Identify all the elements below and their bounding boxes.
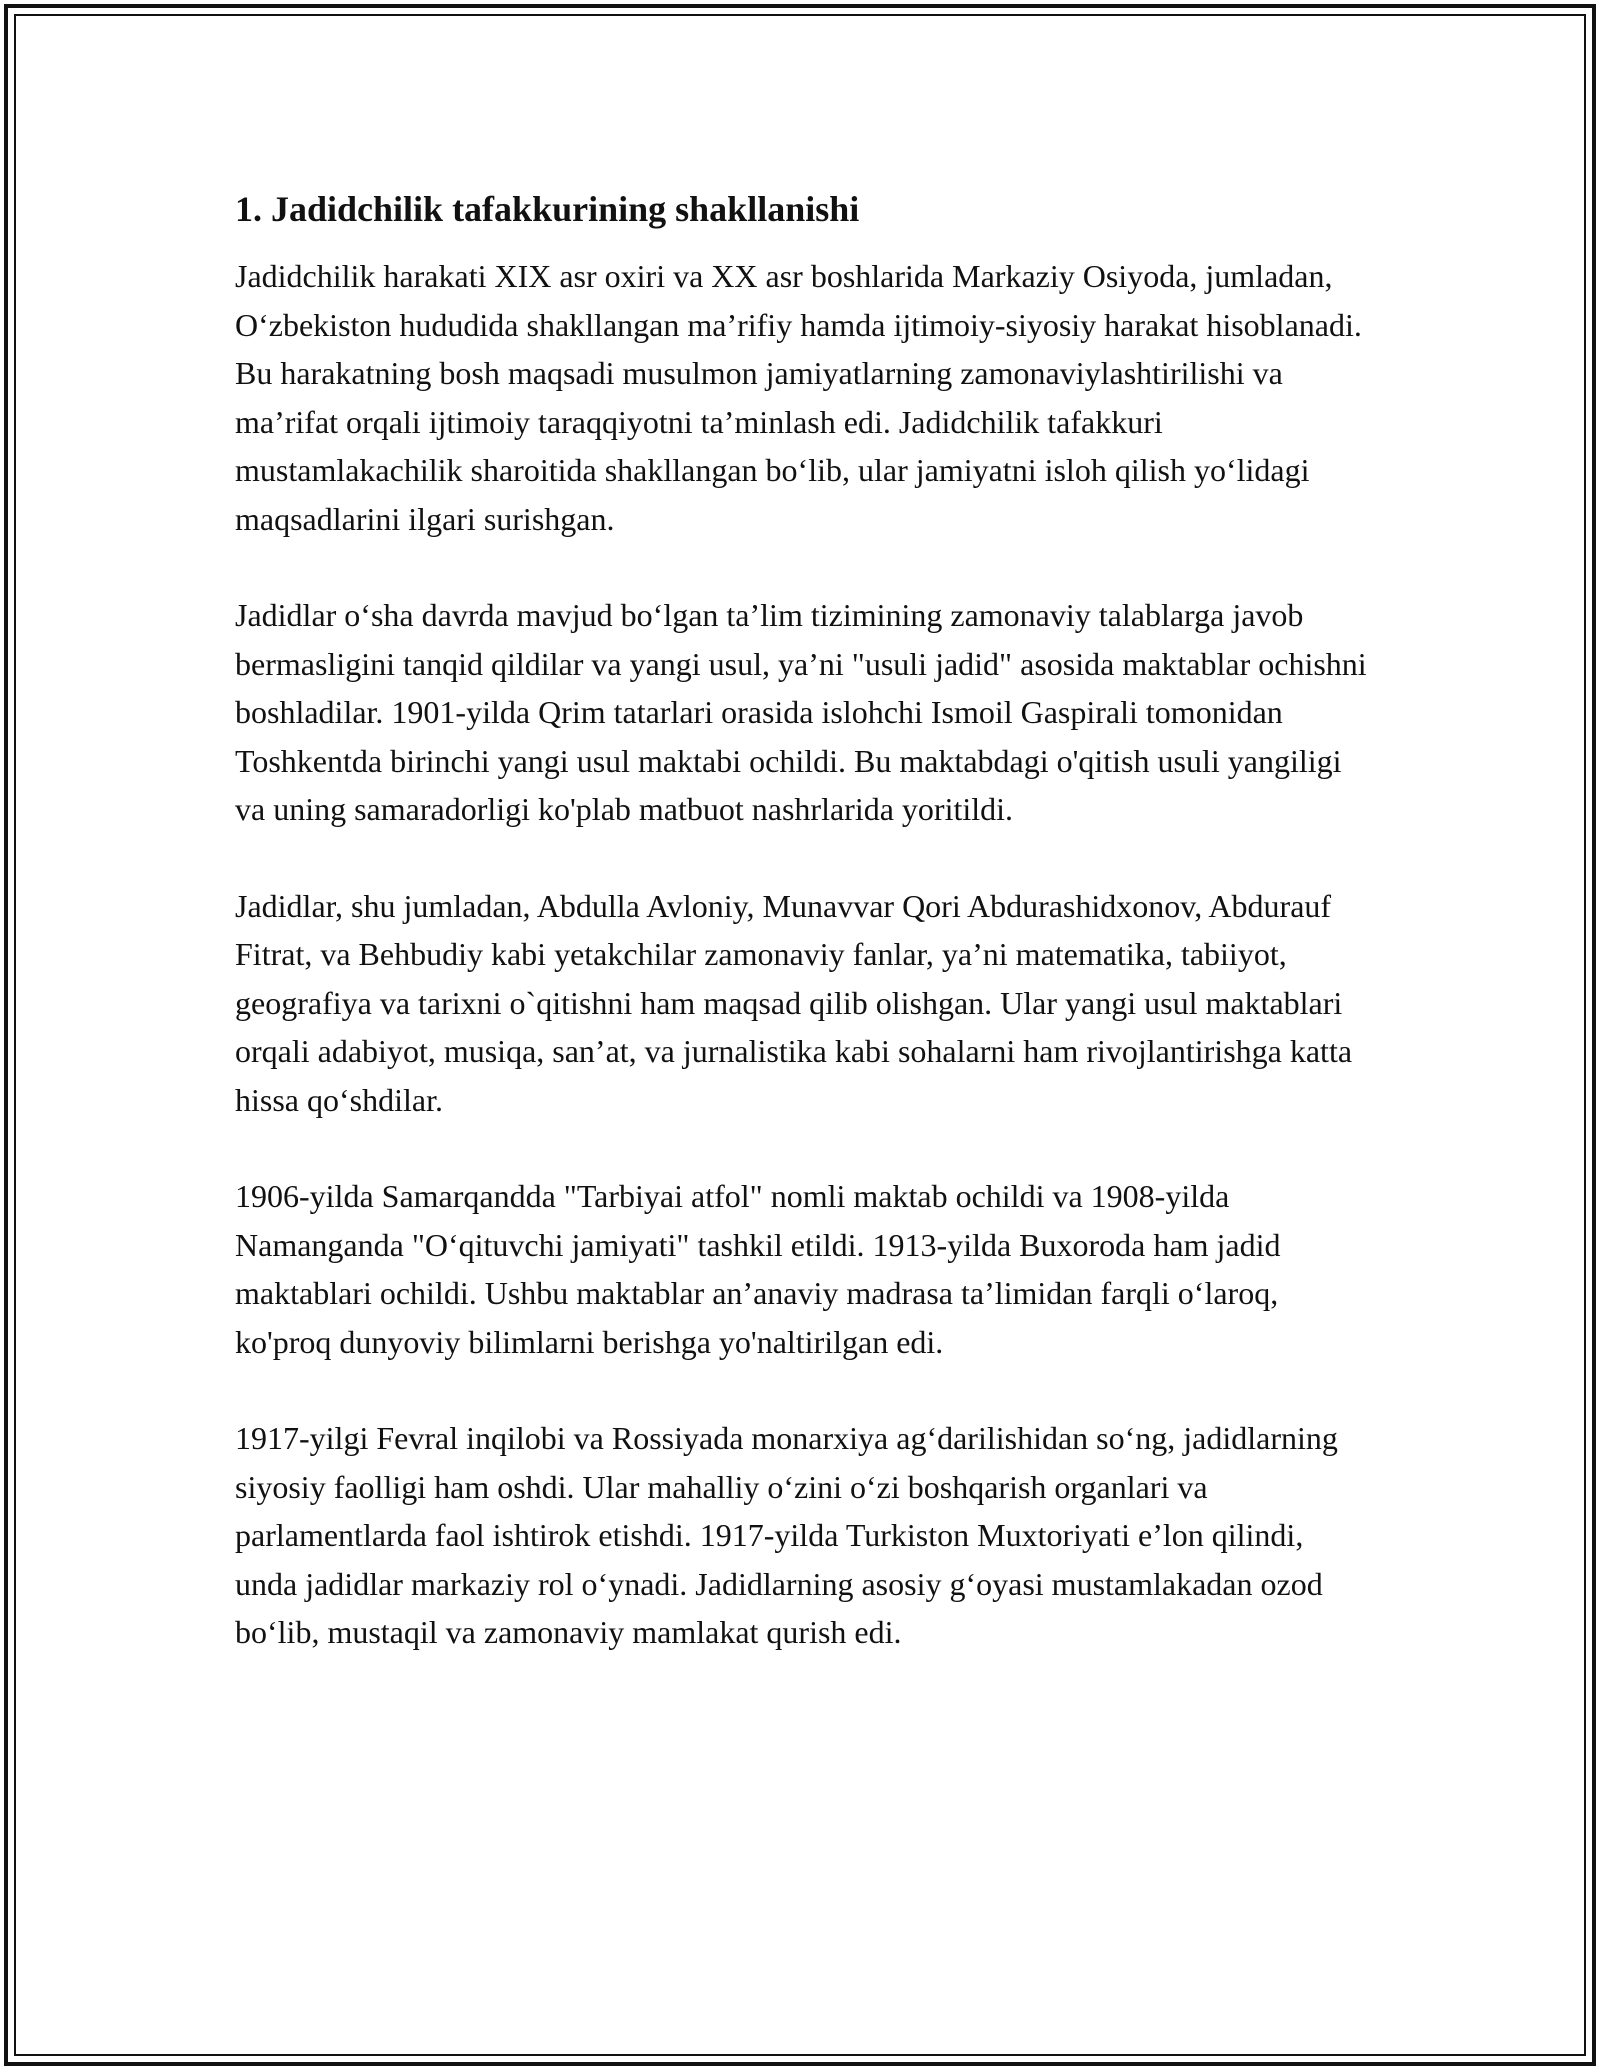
paragraph-1: Jadidchilik harakati XIX asr oxiri va XX asr boshlarida Markaziy Osiyoda, jumladan, O‘zbekiston hududida shakllangan ma’rifiy hamda ijtimoiy-siyosiy harakat hisoblanadi. Bu harakatning bosh maqsadi musulmon jamiyatlarning zamonaviylashtirilishi va ma’rifat orqali ijtimoiy taraqqiyotni ta’minlash edi. Jadidchilik tafakkuri mustamlakachilik sharoitida shakllangan bo‘lib, ular jamiyatni isloh qilish yo‘lidagi maqsadlarini ilgari surishgan.: [235, 258, 1362, 537]
document-body: [235, 186, 1370, 1657]
paragraph-2: Jadidlar o‘sha davrda mavjud bo‘lgan ta’lim tizimining zamonaviy talablarga javob bermasligini tanqid qildilar va yangi usul, ya’ni "usuli jadid" asosida maktablar ochishni boshladilar. 1901-yilda Qrim tatarlari orasida islohchi Ismoil Gaspirali tomonidan Toshkentda birinchi yangi usul maktabi ochildi. Bu maktabdagi o'qitish usuli yangiligi va uning samaradorligi ko'plab matbuot nashrlarida yoritildi.: [235, 597, 1367, 827]
paragraph-4: 1906-yilda Samarqandda "Tarbiyai atfol" nomli maktab ochildi va 1908-yilda Namanganda "O‘qituvchi jamiyati" tashkil etildi. 1913-yilda Buxoroda ham jadid maktablari ochildi. Ushbu maktablar an’anaviy madrasa ta’limidan farqli o‘laroq, ko'proq dunyoviy bilimlarni berishga yo'naltirilgan edi.: [235, 1178, 1281, 1360]
section-heading: 1. Jadidchilik tafakkurining shakllanishi: [235, 189, 860, 229]
paragraph-5: 1917-yilgi Fevral inqilobi va Rossiyada monarxiya ag‘darilishidan so‘ng, jadidlarning siyosiy faolligi ham oshdi. Ular mahalliy o‘zini o‘zi boshqarish organlari va parlamentlarda faol ishtirok etishdi. 1917-yilda Turkiston Muxtoriyati e’lon qilindi, unda jadidlar markaziy rol o‘ynadi. Jadidlarning asosiy g‘oyasi mustamlakadan ozod bo‘lib, mustaqil va zamonaviy mamlakat qurish edi.: [235, 1420, 1338, 1650]
paragraph-3: Jadidlar, shu jumladan, Abdulla Avloniy, Munavvar Qori Abdurashidxonov, Abdurauf Fitrat, va Behbudiy kabi yetakchilar zamonaviy fanlar, ya’ni matematika, tabiiyot, geografiya va tarixni o`qitishni ham maqsad qilib olishgan. Ular yangi usul maktablari orqali adabiyot, musiqa, san’at, va jurnalistika kabi sohalarni ham rivojlantirishga katta hissa qo‘shdilar.: [235, 887, 1353, 1118]
